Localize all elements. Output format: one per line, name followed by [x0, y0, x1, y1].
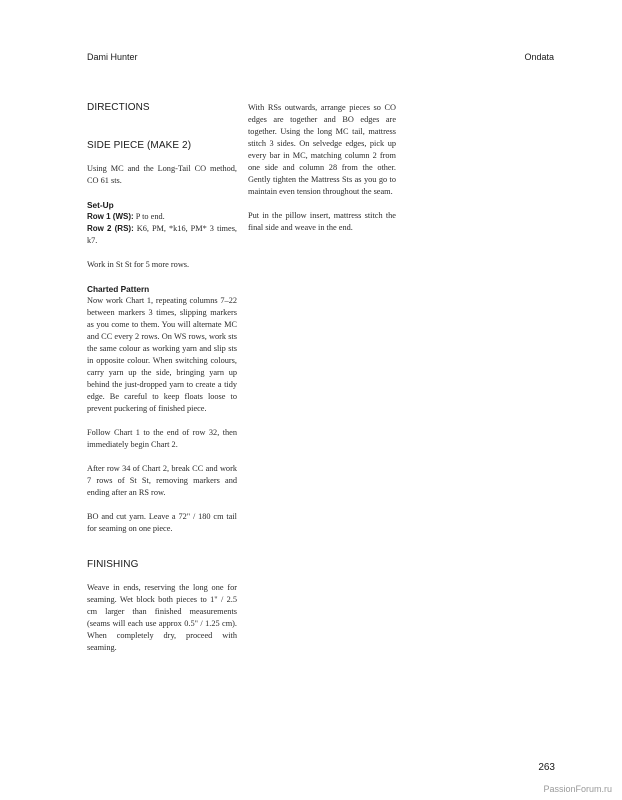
directions-heading: DIRECTIONS	[87, 102, 150, 113]
insert-paragraph: Put in the pillow insert, mattress stitch the final side and weave in the end.	[248, 211, 396, 232]
row2-label: Row 2 (RS):	[87, 224, 134, 233]
author-name: Dami Hunter	[87, 52, 138, 62]
watermark: PassionForum.ru	[543, 784, 612, 794]
charted-pattern-paragraph: Now work Chart 1, repeating columns 7–22 between markers 3 times, slipping markers as you come to them. You will alternate MC and CC every 2 rows. On WS rows, work sts the same colour as working yarn and slip sts in opposite colour. When switching colours, carry yarn up the side, bringing yarn up behind the just-dropped yarn to create a tidy edge. Be careful to keep floats loose to prevent puckering of finished piece.	[87, 296, 237, 413]
row2-text: K6, PM, *k16, PM* 3 times, k7.	[87, 224, 237, 245]
after-row-paragraph: After row 34 of Chart 2, break CC and work 7 rows of St St, removing markers and ending after an RS row.	[87, 464, 237, 497]
side-piece-heading: SIDE PIECE (MAKE 2)	[87, 140, 192, 151]
st-st-paragraph: Work in St St for 5 more rows.	[87, 260, 190, 269]
pattern-name: Ondata	[524, 52, 554, 62]
right-column	[248, 102, 396, 234]
row2-instruction	[87, 223, 237, 247]
row1-label: Row 1 (WS):	[87, 212, 134, 221]
cast-on-paragraph: Using MC and the Long-Tail CO method, CO 61 sts.	[87, 164, 237, 185]
row1-instruction	[87, 211, 237, 223]
left-column	[87, 102, 237, 654]
page-number: 263	[538, 762, 555, 773]
arrange-paragraph: With RSs outwards, arrange pieces so CO edges are together and BO edges are together. Using the long MC tail, mattress stitch 3 sides. On selvedge edges, pick up every bar in MC, matching column 2 from one side and column 28 from the other. Gently tighten the Mattress Sts as you go to maintain even tension throughout the seam.	[248, 103, 396, 196]
row1-text: P to end.	[133, 212, 165, 221]
weave-paragraph: Weave in ends, reserving the long one for seaming. Wet block both pieces to 1" / 2.5 cm larger than finished measurements (seams will each use approx 0.5" / 1.25 cm). When completely dry, proceed with seaming.	[87, 583, 237, 652]
finishing-heading: FINISHING	[87, 559, 139, 570]
charted-pattern-subheading: Charted Pattern	[87, 284, 150, 294]
setup-subheading: Set-Up	[87, 200, 114, 210]
bind-off-paragraph: BO and cut yarn. Leave a 72" / 180 cm tail for seaming on one piece.	[87, 512, 237, 533]
follow-chart-paragraph: Follow Chart 1 to the end of row 32, then immediately begin Chart 2.	[87, 428, 237, 449]
